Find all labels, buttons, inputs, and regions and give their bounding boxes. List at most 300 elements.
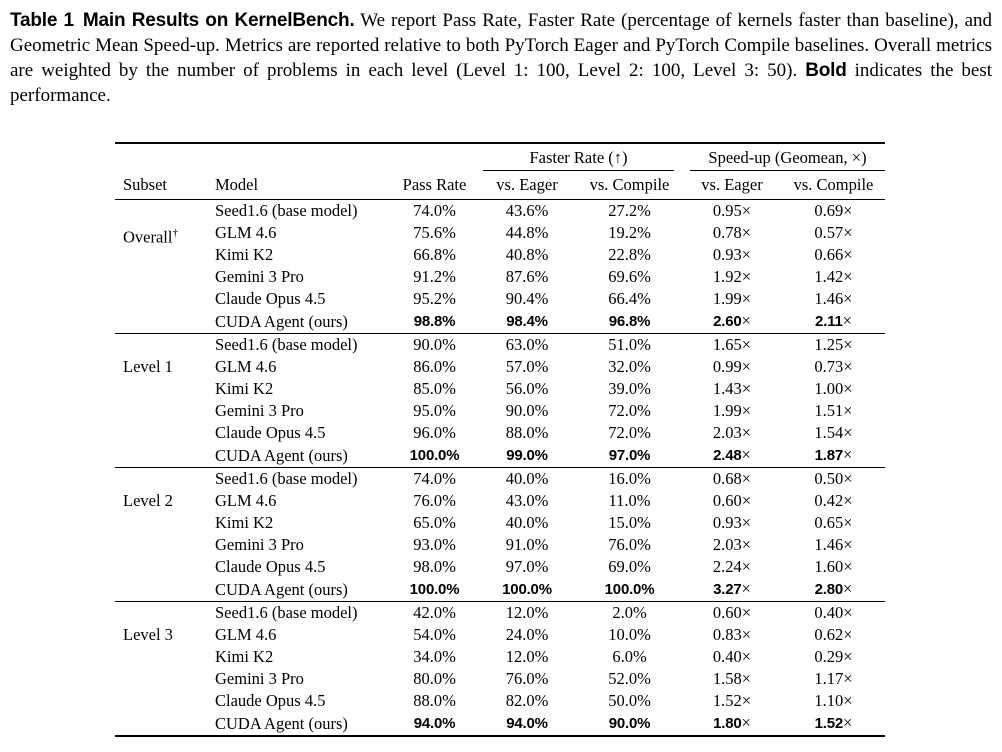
- speedup-value: 0.60: [712, 603, 742, 622]
- table-row: [115, 690, 885, 712]
- times-symbol: ×: [741, 423, 752, 442]
- speedup-compile-cell: [782, 310, 885, 334]
- times-symbol: ×: [741, 335, 752, 354]
- speedup-value: 1.17: [814, 669, 844, 688]
- table-row: [115, 266, 885, 288]
- speedup-value: 1.46: [814, 289, 844, 308]
- faster-compile-cell: 16.0%: [608, 469, 651, 488]
- speedup-value: 1.46: [814, 535, 844, 554]
- subset-label: Level 3: [123, 625, 173, 644]
- speedup-span-label: Speed-up (Geomean, ×): [690, 148, 885, 171]
- faster-eager-cell: 63.0%: [505, 335, 549, 354]
- subset-dagger: †: [172, 227, 178, 239]
- times-symbol: ×: [843, 445, 853, 464]
- speedup-compile-cell: [782, 556, 885, 578]
- faster-compile-cell: 22.8%: [608, 245, 651, 264]
- speedup-compile-cell: [782, 200, 885, 223]
- speedup-eager-cell: [682, 468, 782, 491]
- model-cell: CUDA Agent (ours): [215, 579, 348, 599]
- speedup-eager-cell: [682, 602, 782, 625]
- empty-header-cell: [392, 143, 477, 171]
- faster-eager-cell: 82.0%: [505, 691, 549, 710]
- subset-label-cell: [115, 334, 207, 468]
- speedup-eager-cell: [682, 534, 782, 556]
- speedup-eager-cell: [682, 712, 782, 736]
- times-symbol: ×: [843, 289, 853, 308]
- faster-eager-cell: 87.6%: [505, 267, 549, 286]
- model-cell: Claude Opus 4.5: [215, 423, 326, 442]
- model-cell: Seed1.6 (base model): [215, 603, 358, 622]
- col-header-speedup-vs-compile: vs. Compile: [793, 175, 874, 194]
- table-row: [115, 334, 885, 357]
- col-header-speedup-vs-eager: vs. Eager: [701, 175, 763, 194]
- bold-value: 100.0%: [604, 581, 655, 598]
- speedup-value: 1.52: [814, 715, 844, 732]
- times-symbol: ×: [843, 513, 853, 532]
- times-symbol: ×: [843, 691, 853, 710]
- model-cell: CUDA Agent (ours): [215, 445, 348, 465]
- caption-body-end: indicates the best performance.: [10, 60, 993, 106]
- speedup-value: 0.57: [814, 223, 844, 242]
- model-cell: CUDA Agent (ours): [215, 713, 348, 733]
- times-symbol: ×: [741, 445, 751, 464]
- speedup-value: 2.60: [713, 313, 742, 330]
- faster-eager-cell: 40.0%: [505, 469, 549, 488]
- speedup-value: 0.60: [712, 491, 742, 510]
- bold-value: 94.0%: [506, 715, 548, 732]
- faster-compile-cell: [577, 444, 682, 468]
- subset-label-cell: [115, 468, 207, 602]
- speedup-eager-cell: [682, 556, 782, 578]
- faster-eager-cell: 56.0%: [505, 379, 549, 398]
- speedup-compile-cell: [782, 512, 885, 534]
- speedup-value: 1.65: [712, 335, 742, 354]
- speedup-value: 1.58: [712, 669, 742, 688]
- speedup-value: 1.54: [814, 423, 844, 442]
- speedup-value: 0.50: [814, 469, 844, 488]
- times-symbol: ×: [741, 691, 752, 710]
- model-cell: Kimi K2: [215, 647, 274, 666]
- bold-value: 97.0%: [608, 447, 651, 464]
- speedup-span-header: [682, 143, 885, 171]
- faster-eager-cell: 24.0%: [505, 625, 549, 644]
- faster-eager-cell: [477, 578, 577, 602]
- times-symbol: ×: [843, 625, 853, 644]
- table-row: [115, 468, 885, 491]
- bold-value: 99.0%: [506, 447, 548, 464]
- times-symbol: ×: [843, 357, 853, 376]
- speedup-compile-cell: [782, 266, 885, 288]
- subset-label: Overall: [123, 227, 173, 247]
- faster-eager-cell: 90.0%: [505, 401, 549, 420]
- speedup-value: 1.52: [712, 691, 742, 710]
- span-header-row: [115, 143, 885, 171]
- times-symbol: ×: [843, 579, 853, 598]
- speedup-eager-cell: [682, 422, 782, 444]
- speedup-value: 1.25: [814, 335, 844, 354]
- speedup-value: 0.68: [712, 469, 742, 488]
- speedup-compile-cell: [782, 400, 885, 422]
- faster-eager-cell: 43.6%: [505, 201, 549, 220]
- table-row: [115, 512, 885, 534]
- table-row: [115, 578, 885, 602]
- times-symbol: ×: [843, 669, 853, 688]
- times-symbol: ×: [741, 513, 752, 532]
- table-row: [115, 556, 885, 578]
- times-symbol: ×: [741, 379, 752, 398]
- times-symbol: ×: [741, 713, 751, 732]
- times-symbol: ×: [843, 335, 853, 354]
- times-symbol: ×: [843, 423, 853, 442]
- speedup-eager-cell: [682, 690, 782, 712]
- times-symbol: ×: [843, 469, 853, 488]
- times-symbol: ×: [741, 557, 752, 576]
- model-cell: Gemini 3 Pro: [215, 401, 304, 420]
- faster-eager-cell: 76.0%: [505, 669, 549, 688]
- model-cell: GLM 4.6: [215, 491, 277, 510]
- pass-rate-cell: 95.0%: [413, 401, 456, 420]
- times-symbol: ×: [843, 401, 853, 420]
- faster-compile-cell: [577, 310, 682, 334]
- faster-compile-cell: 19.2%: [608, 223, 651, 242]
- times-symbol: ×: [843, 713, 853, 732]
- times-symbol: ×: [741, 625, 752, 644]
- faster-eager-cell: 44.8%: [505, 223, 549, 242]
- times-symbol: ×: [741, 579, 751, 598]
- times-symbol: ×: [741, 267, 752, 286]
- caption-bold-word: Bold: [805, 60, 847, 81]
- faster-compile-cell: [577, 712, 682, 736]
- speedup-compile-cell: [782, 668, 885, 690]
- speedup-value: 0.78: [712, 223, 742, 242]
- subset-group: [115, 334, 885, 468]
- faster-eager-cell: [477, 712, 577, 736]
- faster-eager-cell: 12.0%: [505, 647, 549, 666]
- faster-eager-cell: [477, 444, 577, 468]
- pass-rate-cell: 93.0%: [413, 535, 456, 554]
- col-header-pass-rate: Pass Rate: [402, 175, 467, 194]
- col-header-faster-vs-compile: vs. Compile: [589, 175, 670, 194]
- table-row: [115, 602, 885, 625]
- bold-value: 98.8%: [413, 313, 456, 330]
- bold-value: 96.8%: [608, 313, 651, 330]
- model-cell: Seed1.6 (base model): [215, 469, 358, 488]
- table-row: [115, 200, 885, 223]
- pass-rate-cell: 74.0%: [413, 201, 456, 220]
- model-cell: Claude Opus 4.5: [215, 557, 326, 576]
- pass-rate-cell: 66.8%: [413, 245, 456, 264]
- faster-compile-cell: 52.0%: [608, 669, 651, 688]
- results-table: [115, 142, 885, 737]
- table-row: [115, 624, 885, 646]
- table-row: [115, 378, 885, 400]
- faster-eager-cell: 12.0%: [505, 603, 549, 622]
- table-row: [115, 712, 885, 736]
- pass-rate-cell: [392, 310, 477, 334]
- pass-rate-cell: 42.0%: [413, 603, 456, 622]
- bold-value: 100.0%: [409, 447, 460, 464]
- speedup-value: 1.10: [814, 691, 844, 710]
- caption-title: Main Results on KernelBench.: [82, 10, 355, 31]
- times-symbol: ×: [741, 603, 752, 622]
- times-symbol: ×: [843, 379, 853, 398]
- times-symbol: ×: [741, 401, 752, 420]
- faster-compile-cell: 50.0%: [608, 691, 651, 710]
- speedup-eager-cell: [682, 444, 782, 468]
- faster-compile-cell: 69.6%: [608, 267, 651, 286]
- speedup-value: 0.62: [814, 625, 844, 644]
- faster-compile-cell: 69.0%: [608, 557, 651, 576]
- bold-value: 100.0%: [502, 581, 552, 598]
- table-row: [115, 490, 885, 512]
- caption-label: Table 1: [10, 10, 74, 31]
- speedup-value: 0.95: [712, 201, 742, 220]
- speedup-eager-cell: [682, 222, 782, 244]
- pass-rate-cell: 54.0%: [413, 625, 456, 644]
- speedup-compile-cell: [782, 468, 885, 491]
- times-symbol: ×: [741, 245, 752, 264]
- pass-rate-cell: 86.0%: [413, 357, 456, 376]
- faster-compile-cell: 6.0%: [612, 647, 647, 666]
- speedup-compile-cell: [782, 244, 885, 266]
- speedup-value: 1.00: [814, 379, 844, 398]
- subset-group: [115, 468, 885, 602]
- speedup-compile-cell: [782, 288, 885, 310]
- pass-rate-cell: 91.2%: [413, 267, 456, 286]
- speedup-value: 1.99: [712, 289, 742, 308]
- faster-compile-cell: 39.0%: [608, 379, 651, 398]
- table-row: [115, 310, 885, 334]
- model-cell: Gemini 3 Pro: [215, 669, 304, 688]
- caption-body: We report Pass Rate, Faster Rate (percentage of kernels faster than baseline), and Geometric Mean Speed-up. Metrics are reported relative to both PyTorch Eager and PyTorch Compile baselines. Overall metrics are weighted by the number of problems in each level (Level 1: 100, Level 2: 100, Level 3: 50).: [10, 10, 993, 81]
- times-symbol: ×: [741, 357, 752, 376]
- times-symbol: ×: [741, 469, 752, 488]
- model-cell: Kimi K2: [215, 379, 274, 398]
- faster-compile-cell: 15.0%: [608, 513, 651, 532]
- speedup-value: 1.99: [712, 401, 742, 420]
- speedup-value: 0.66: [814, 245, 844, 264]
- subset-group: [115, 602, 885, 737]
- subset-group: [115, 200, 885, 334]
- table-row: [115, 288, 885, 310]
- faster-compile-cell: 2.0%: [612, 603, 647, 622]
- speedup-compile-cell: [782, 646, 885, 668]
- times-symbol: ×: [843, 267, 853, 286]
- table-row: [115, 356, 885, 378]
- pass-rate-cell: 90.0%: [413, 335, 456, 354]
- faster-eager-cell: 43.0%: [505, 491, 549, 510]
- faster-eager-cell: 40.0%: [505, 513, 549, 532]
- subset-label-cell: [115, 200, 207, 334]
- speedup-compile-cell: [782, 712, 885, 736]
- pass-rate-cell: 65.0%: [413, 513, 456, 532]
- speedup-value: 0.93: [712, 513, 742, 532]
- faster-rate-span-header: [477, 143, 682, 171]
- speedup-compile-cell: [782, 490, 885, 512]
- speedup-value: 1.51: [814, 401, 844, 420]
- bold-value: 98.4%: [506, 313, 548, 330]
- results-table-wrapper: [115, 142, 885, 737]
- faster-compile-cell: 76.0%: [608, 535, 651, 554]
- faster-eager-cell: 40.8%: [505, 245, 549, 264]
- faster-eager-cell: [477, 310, 577, 334]
- model-cell: GLM 4.6: [215, 625, 277, 644]
- times-symbol: ×: [741, 289, 752, 308]
- faster-compile-cell: 32.0%: [608, 357, 651, 376]
- speedup-value: 0.83: [712, 625, 742, 644]
- speedup-compile-cell: [782, 444, 885, 468]
- speedup-value: 0.40: [814, 603, 844, 622]
- times-symbol: ×: [741, 223, 752, 242]
- pass-rate-cell: [392, 578, 477, 602]
- faster-compile-cell: [577, 578, 682, 602]
- faster-compile-cell: 10.0%: [608, 625, 651, 644]
- speedup-eager-cell: [682, 200, 782, 223]
- subset-label: Level 1: [123, 357, 173, 376]
- pass-rate-cell: 34.0%: [413, 647, 456, 666]
- pass-rate-cell: [392, 444, 477, 468]
- model-cell: Seed1.6 (base model): [215, 335, 358, 354]
- speedup-value: 1.87: [814, 447, 844, 464]
- speedup-value: 0.42: [814, 491, 844, 510]
- faster-eager-cell: 90.4%: [505, 289, 549, 308]
- table-row: [115, 222, 885, 244]
- times-symbol: ×: [741, 535, 752, 554]
- col-header-subset: Subset: [123, 175, 168, 194]
- speedup-compile-cell: [782, 624, 885, 646]
- col-header-faster-vs-eager: vs. Eager: [496, 175, 558, 194]
- faster-compile-cell: 72.0%: [608, 423, 651, 442]
- speedup-value: 0.40: [712, 647, 742, 666]
- pass-rate-cell: 80.0%: [413, 669, 456, 688]
- pass-rate-cell: 76.0%: [413, 491, 456, 510]
- table-row: [115, 668, 885, 690]
- model-cell: Claude Opus 4.5: [215, 691, 326, 710]
- table-row: [115, 244, 885, 266]
- speedup-compile-cell: [782, 602, 885, 625]
- bold-value: 100.0%: [409, 581, 460, 598]
- times-symbol: ×: [741, 647, 752, 666]
- speedup-eager-cell: [682, 310, 782, 334]
- speedup-value: 1.43: [712, 379, 742, 398]
- speedup-value: 1.80: [713, 715, 742, 732]
- speedup-eager-cell: [682, 578, 782, 602]
- times-symbol: ×: [843, 201, 853, 220]
- pass-rate-cell: 74.0%: [413, 469, 456, 488]
- speedup-eager-cell: [682, 624, 782, 646]
- speedup-compile-cell: [782, 578, 885, 602]
- pass-rate-cell: 85.0%: [413, 379, 456, 398]
- speedup-value: 2.24: [712, 557, 742, 576]
- times-symbol: ×: [741, 669, 752, 688]
- speedup-value: 0.73: [814, 357, 844, 376]
- table-header: [115, 143, 885, 200]
- speedup-value: 2.11: [815, 313, 843, 330]
- speedup-value: 2.03: [712, 535, 742, 554]
- pass-rate-cell: 88.0%: [413, 691, 456, 710]
- speedup-compile-cell: [782, 534, 885, 556]
- speedup-eager-cell: [682, 668, 782, 690]
- model-cell: GLM 4.6: [215, 223, 277, 242]
- faster-eager-cell: 88.0%: [505, 423, 549, 442]
- bold-value: 94.0%: [413, 715, 456, 732]
- speedup-value: 0.93: [712, 245, 742, 264]
- model-cell: Claude Opus 4.5: [215, 289, 326, 308]
- speedup-compile-cell: [782, 356, 885, 378]
- pass-rate-cell: 98.0%: [413, 557, 456, 576]
- model-cell: CUDA Agent (ours): [215, 311, 348, 331]
- times-symbol: ×: [741, 311, 751, 330]
- speedup-value: 1.42: [814, 267, 844, 286]
- pass-rate-cell: 75.6%: [413, 223, 456, 242]
- table-row: [115, 400, 885, 422]
- table-row: [115, 534, 885, 556]
- speedup-value: 0.65: [814, 513, 844, 532]
- model-cell: GLM 4.6: [215, 357, 277, 376]
- speedup-eager-cell: [682, 356, 782, 378]
- speedup-eager-cell: [682, 266, 782, 288]
- faster-compile-cell: 66.4%: [608, 289, 651, 308]
- speedup-eager-cell: [682, 512, 782, 534]
- faster-eager-cell: 57.0%: [505, 357, 549, 376]
- speedup-compile-cell: [782, 422, 885, 444]
- speedup-value: 2.03: [712, 423, 742, 442]
- speedup-eager-cell: [682, 378, 782, 400]
- speedup-compile-cell: [782, 690, 885, 712]
- times-symbol: ×: [843, 491, 853, 510]
- model-cell: Seed1.6 (base model): [215, 201, 358, 220]
- speedup-eager-cell: [682, 400, 782, 422]
- model-cell: Gemini 3 Pro: [215, 267, 304, 286]
- speedup-eager-cell: [682, 490, 782, 512]
- speedup-compile-cell: [782, 334, 885, 357]
- table-row: [115, 646, 885, 668]
- speedup-compile-cell: [782, 378, 885, 400]
- speedup-compile-cell: [782, 222, 885, 244]
- subset-label: Level 2: [123, 491, 173, 510]
- faster-compile-cell: 72.0%: [608, 401, 651, 420]
- faster-compile-cell: 51.0%: [608, 335, 651, 354]
- speedup-value: 0.29: [814, 647, 844, 666]
- faster-eager-cell: 91.0%: [505, 535, 549, 554]
- model-cell: Gemini 3 Pro: [215, 535, 304, 554]
- empty-header-cell: [207, 143, 392, 171]
- times-symbol: ×: [843, 223, 853, 242]
- pass-rate-cell: [392, 712, 477, 736]
- speedup-value: 2.80: [814, 581, 844, 598]
- subset-label-cell: [115, 602, 207, 737]
- times-symbol: ×: [741, 201, 752, 220]
- pass-rate-cell: 95.2%: [413, 289, 456, 308]
- table-row: [115, 444, 885, 468]
- speedup-eager-cell: [682, 334, 782, 357]
- speedup-value: 2.48: [713, 447, 742, 464]
- speedup-eager-cell: [682, 646, 782, 668]
- speedup-eager-cell: [682, 288, 782, 310]
- column-header-row: [115, 171, 885, 200]
- model-cell: Kimi K2: [215, 245, 274, 264]
- table-row: [115, 422, 885, 444]
- speedup-value: 0.69: [814, 201, 844, 220]
- times-symbol: ×: [843, 557, 853, 576]
- faster-compile-cell: 27.2%: [608, 201, 651, 220]
- pass-rate-cell: 96.0%: [413, 423, 456, 442]
- faster-eager-cell: 97.0%: [505, 557, 549, 576]
- table-caption: [10, 8, 992, 108]
- times-symbol: ×: [843, 603, 853, 622]
- empty-header-cell: [115, 143, 207, 171]
- speedup-eager-cell: [682, 244, 782, 266]
